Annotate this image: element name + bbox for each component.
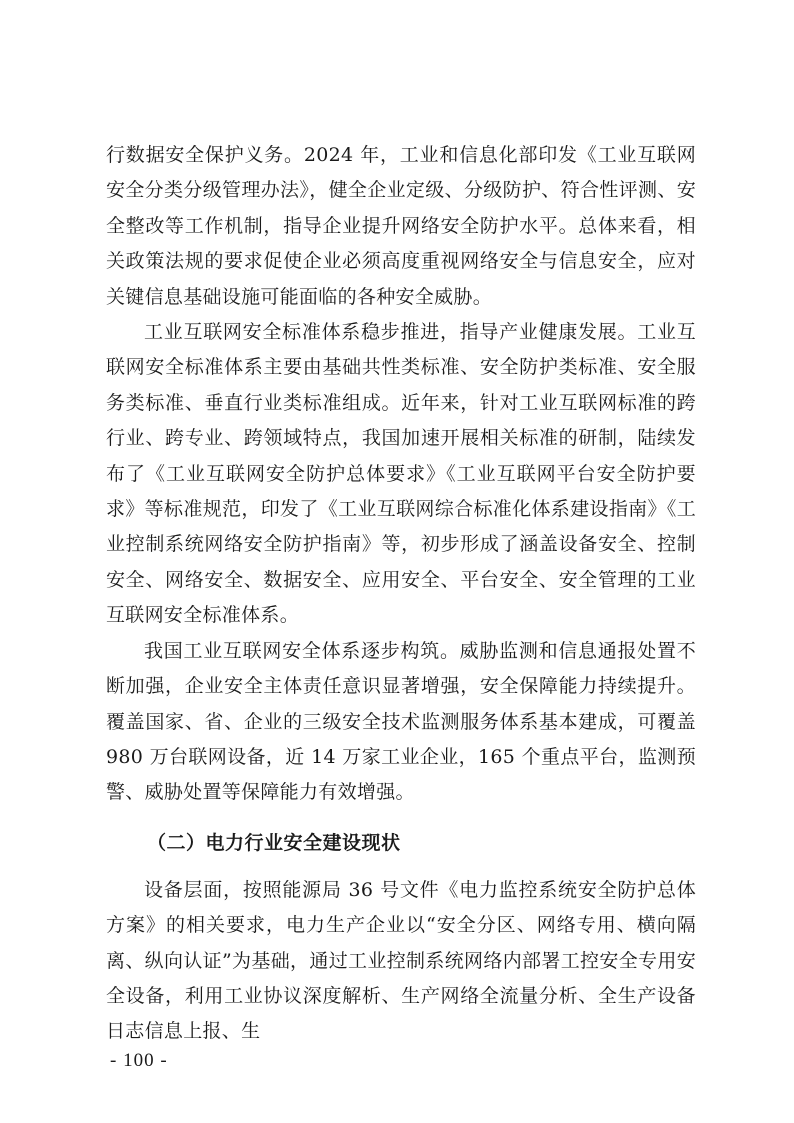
paragraph-security-standards: 工业互联网安全标准体系稳步推进，指导产业健康发展。工业互联网安全标准体系主要由基础共性类标准、安全防护类标准、安全服务类标准、垂直行业类标准组成。近年来，针对工业互联网标准的跨行业、跨专业、跨领域特点，我国加速开展相关标准的研制，陆续发布了《工业互联网安全防护总体要求》《工业互联网平台安全防护要求》等标准规范，印发了《工业互联网综合标准化体系建设指南》《工业控制系统网络安全防护指南》等，初步形成了涵盖设备安全、控制安全、网络安全、数据安全、应用安全、平台安全、安全管理的工业互联网安全标准体系。 [106,321,696,627]
page-body [106,138,696,1050]
page-number: - 100 - [110,1050,168,1071]
section-heading: （二）电力行业安全建设现状 [147,831,401,854]
paragraph-equipment-level: 设备层面，按照能源局 36 号文件《电力监控系统安全防护总体方案》的相关要求，电力生产企业以“安全分区、网络专用、横向隔离、纵向认证”为基础，通过工业控制系统网络内部署工控安全专用安全设备，利用工业协议深度解析、生产网络全流量分析、全生产设备日志信息上报、生 [106,878,696,1043]
paragraph-security-system: 我国工业互联网安全体系逐步构筑。威胁监测和信息通报处置不断加强，企业安全主体责任意识显著增强，安全保障能力持续提升。覆盖国家、省、企业的三级安全技术监测服务体系基本建成，可覆盖 980 万台联网设备，近 14 万家工业企业，165 个重点平台，监测预警、威胁处置等保障能力有效增强。 [106,639,696,804]
paragraph-data-security-obligations: 行数据安全保护义务。2024 年，工业和信息化部印发《工业互联网安全分类分级管理办法》，健全企业定级、分级防护、符合性评测、安全整改等工作机制，指导企业提升网络安全防护水平。总体来看，相关政策法规的要求促使企业必须高度重视网络安全与信息安全，应对关键信息基础设施可能面临的各种安全威胁。 [106,144,696,308]
